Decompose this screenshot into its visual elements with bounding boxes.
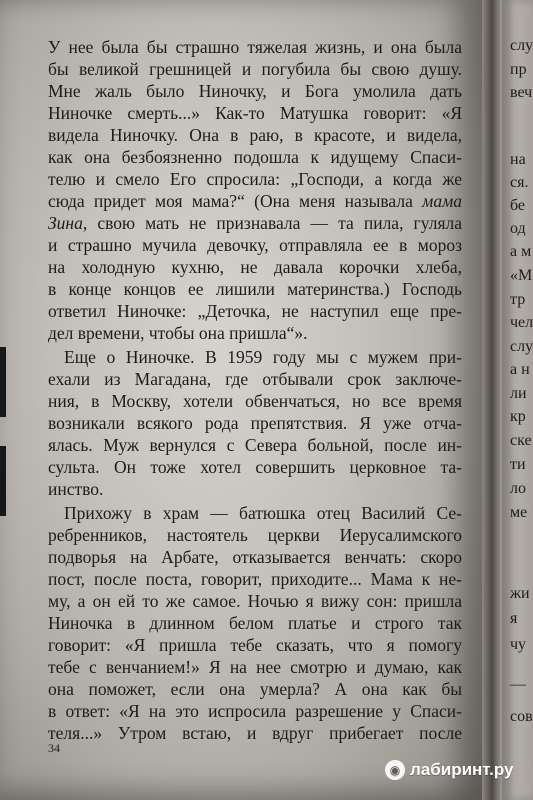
right-page-fragment: ске [510, 432, 532, 449]
text-line: телю и смело Его спросила: „Господи, а когда же [48, 169, 462, 189]
text-line: му, а он ей то же самое. Ночью я вижу сон: пришла [48, 591, 462, 611]
right-page-fragment: а м [510, 243, 532, 260]
right-page-fragment: чел [510, 314, 533, 331]
book-gutter [482, 0, 502, 800]
text-line: теля...» Утром встаю, и вдруг прибегает после [48, 723, 462, 743]
text-line: возникали всякого рода препятствия. Я уже отча- [48, 413, 462, 433]
watermark [385, 760, 513, 780]
right-page-fragment: бе [510, 197, 526, 214]
text-line: бы великой грешницей и погубила бы свою душу. [48, 59, 462, 79]
watermark-text: лабиринт.ру [410, 760, 514, 779]
right-page-fragment: ли [510, 385, 527, 402]
text-line: Ниночке смерть...» Как-то Матушка говорит: «Я [48, 103, 462, 123]
text-line: дел времени, чтобы она пришла“». [48, 323, 308, 343]
text-line: ребренников, настоятель церкви Иерусалимского [48, 525, 462, 545]
text-line: видела Ниночку. Она в раю, в красоте, и видела, [48, 125, 462, 145]
text-line: ния, в Москву, хотели обвенчаться, но все время [48, 391, 462, 411]
right-page-fragment: жи [510, 585, 530, 602]
right-page-fragment: — [510, 676, 526, 693]
right-page-fragment: од [510, 220, 526, 237]
text-line: она поможет, если она умерла? А она как бы [48, 679, 462, 699]
text-line [48, 190, 462, 212]
right-page-fragment: чу [510, 636, 527, 653]
text-line: инство. [48, 479, 104, 499]
text-line: в ответ: «Я на это испросила разрешение у Спаси- [48, 701, 462, 721]
text-line: пост, после поста, говорит, приходите... Мама к не- [48, 569, 462, 589]
italic-phrase: Зина [48, 213, 83, 233]
right-page-fragment: я [510, 610, 518, 627]
text-line: подворья на Арбате, отказывается венчать: скоро [48, 547, 462, 567]
text-line: сульта. Он тоже хотел совершить церковное та- [48, 457, 462, 477]
right-page-fragment: ло [510, 480, 526, 497]
right-page-fragment: сов [510, 708, 533, 725]
page-number: 34 [48, 741, 60, 755]
text-line: Еще о Ниночке. В 1959 году мы с мужем при- [64, 347, 462, 367]
right-page-fragment: на [510, 151, 526, 168]
labyrinth-icon: ◉ [385, 760, 405, 780]
right-page-fragment: веч [510, 84, 533, 101]
right-page-fragment: ме [510, 504, 528, 521]
text-fragment: сюда придет моя мама?“ (Она меня называла [48, 191, 423, 211]
text-line: в конце концов ее лишили материнства.) Господь [48, 279, 462, 299]
text-line: на холодную кухню, не давала корочки хлеба, [48, 257, 462, 277]
text-line: как она безбоязненно подошла к идущему Спаси- [48, 147, 462, 167]
text-line: У нее была бы страшно тяжелая жизнь, и она была [48, 37, 462, 57]
right-page-fragment: а н [510, 361, 530, 378]
right-page-fragment: слу [510, 338, 533, 355]
text-fragment: , свою мать не признавала — та пила, гуляла [82, 213, 462, 233]
right-page-fragment: кр [510, 408, 526, 425]
right-page-fragment: ся. [510, 174, 529, 191]
italic-phrase: мама [422, 191, 462, 211]
right-page-fragment: тр [510, 291, 526, 308]
right-page-edge [502, 0, 533, 800]
text-line: говорит: «Я пришла тебе сказать, что я помогу [48, 635, 462, 655]
text-line: тебе с венчанием!» Я на нее смотрю и думаю, как [48, 657, 462, 677]
right-page-fragment: «М [510, 267, 533, 284]
right-page-fragment: пр [510, 61, 527, 78]
right-page-fragment: слу [510, 37, 533, 54]
text-line [48, 212, 462, 234]
text-line: ехали из Магадана, где отбывали срок заключе- [48, 369, 462, 389]
text-line: Ниночка в длинном белом платье и строго так [48, 613, 462, 633]
right-page-fragment: ти [510, 456, 526, 473]
text-line: ялась. Муж вернулся с Севера больной, после ин- [48, 435, 462, 455]
text-line: ответил Ниночке: „Деточка, не наступил еще пре- [48, 301, 462, 321]
text-line: Прихожу в храм — батюшка отец Василий Се- [64, 503, 462, 523]
text-line: Мне жаль было Ниночку, и Бога умолила дать [48, 81, 462, 101]
text-line: и страшно мучила девочку, отправляла ее в мороз [48, 235, 462, 255]
